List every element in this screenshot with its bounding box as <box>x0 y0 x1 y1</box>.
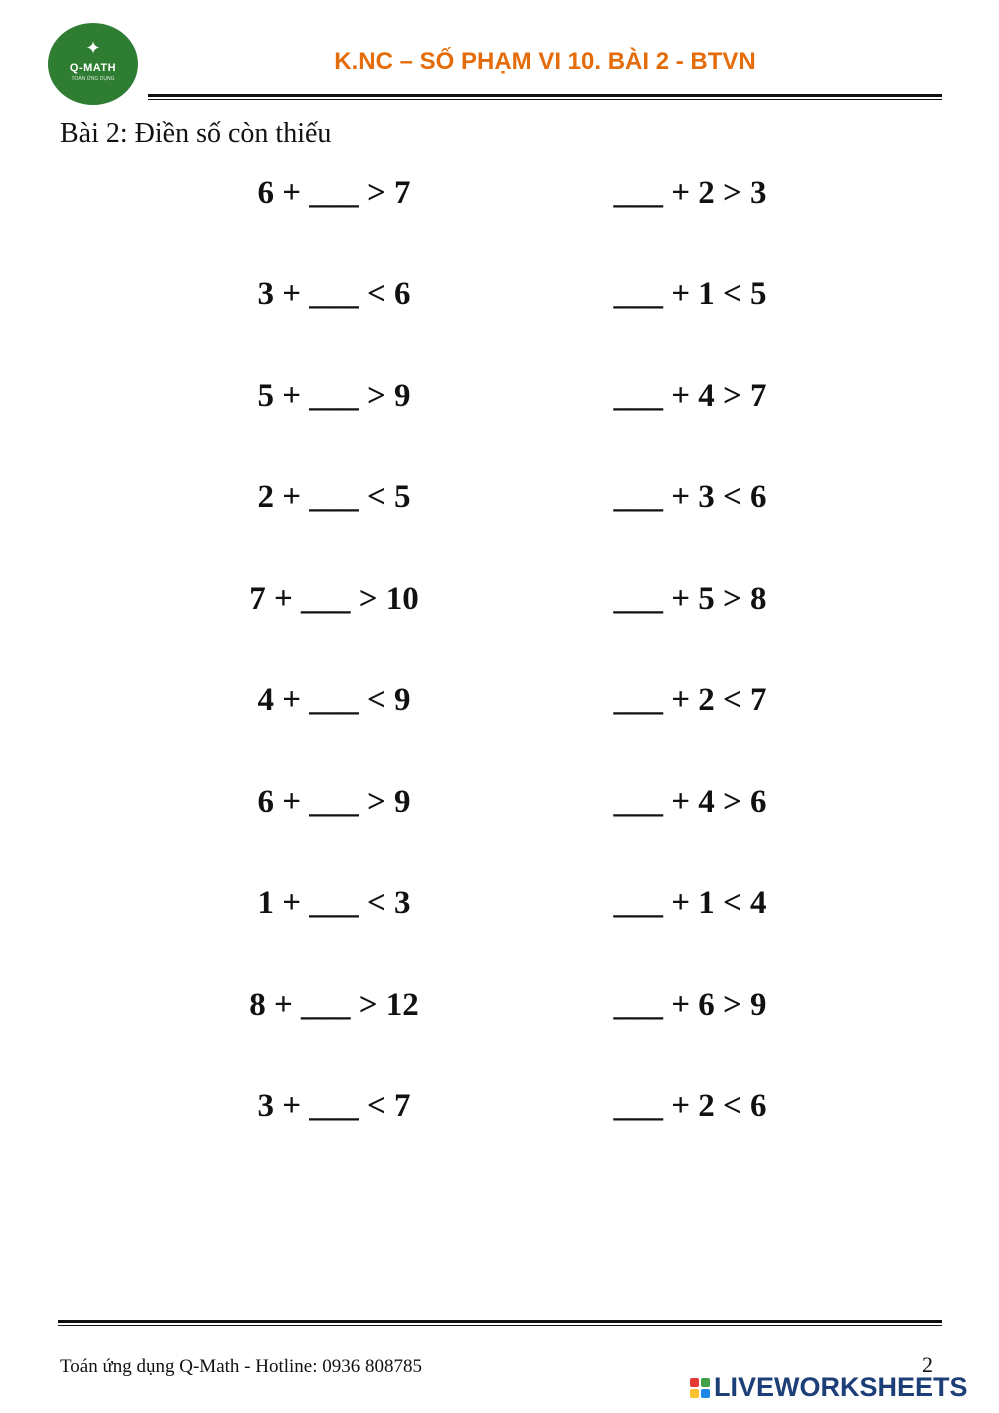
footer-hotline: Toán ứng dụng Q-Math - Hotline: 0936 808785 <box>60 1356 423 1377</box>
header-divider <box>148 94 942 100</box>
brand-square <box>690 1389 699 1398</box>
brand-square <box>690 1378 699 1387</box>
exercise-row <box>0 881 999 983</box>
page-number: 2 <box>922 1352 933 1377</box>
exercise-row <box>0 475 999 577</box>
logo-name: Q-MATH <box>69 62 117 74</box>
exercise-row <box>0 272 999 374</box>
exercise-row <box>0 779 999 881</box>
inequality-left[interactable]: 1 + ___ < 3 <box>257 885 411 921</box>
exercise-row <box>0 1084 999 1186</box>
logo-tagline: TOÁN ỨNG DỤNG <box>71 76 115 82</box>
exercise-grid <box>0 170 999 1185</box>
exercise-row <box>0 982 999 1084</box>
brand-square <box>701 1378 710 1387</box>
inequality-right[interactable]: ___ + 5 > 8 <box>613 580 767 617</box>
worksheet-header-title: K.NC – SỐ PHẠM VI 10. BÀI 2 - BTVN <box>334 48 756 75</box>
inequality-left[interactable]: 7 + ___ > 10 <box>249 580 419 617</box>
inequality-right[interactable]: ___ + 4 > 7 <box>613 377 767 414</box>
inequality-right[interactable]: ___ + 1 < 4 <box>613 885 767 921</box>
inequality-left[interactable]: 3 + ___ < 6 <box>257 276 411 312</box>
inequality-left[interactable]: 3 + ___ < 7 <box>257 1088 411 1124</box>
inequality-left[interactable]: 6 + ___ > 7 <box>257 174 411 211</box>
exercise-row <box>0 678 999 780</box>
inequality-right[interactable]: ___ + 2 < 6 <box>613 1088 767 1124</box>
inequality-right[interactable]: ___ + 2 < 7 <box>613 682 767 718</box>
liveworksheets-brand[interactable] <box>690 1372 968 1403</box>
footer-divider <box>58 1320 942 1326</box>
inequality-right[interactable]: ___ + 1 < 5 <box>613 276 767 312</box>
exercise-title: Bài 2: Điền số còn thiếu <box>60 118 332 149</box>
qmath-logo <box>50 25 136 103</box>
inequality-left[interactable]: 8 + ___ > 12 <box>249 986 419 1023</box>
liveworksheets-label: LIVEWORKSHEETS <box>714 1372 968 1402</box>
inequality-right[interactable]: ___ + 2 > 3 <box>613 174 767 211</box>
exercise-row <box>0 170 999 272</box>
brand-square <box>701 1389 710 1398</box>
exercise-row <box>0 373 999 475</box>
liveworksheets-icon <box>690 1378 710 1398</box>
inequality-left[interactable]: 4 + ___ < 9 <box>257 682 411 718</box>
bird-icon: ✦ <box>85 38 101 59</box>
exercise-row <box>0 576 999 678</box>
inequality-right[interactable]: ___ + 6 > 9 <box>613 986 767 1023</box>
inequality-right[interactable]: ___ + 3 < 6 <box>613 479 767 515</box>
inequality-left[interactable]: 5 + ___ > 9 <box>257 377 411 414</box>
inequality-left[interactable]: 2 + ___ < 5 <box>257 479 411 515</box>
inequality-left[interactable]: 6 + ___ > 9 <box>257 783 411 820</box>
inequality-right[interactable]: ___ + 4 > 6 <box>613 783 767 820</box>
